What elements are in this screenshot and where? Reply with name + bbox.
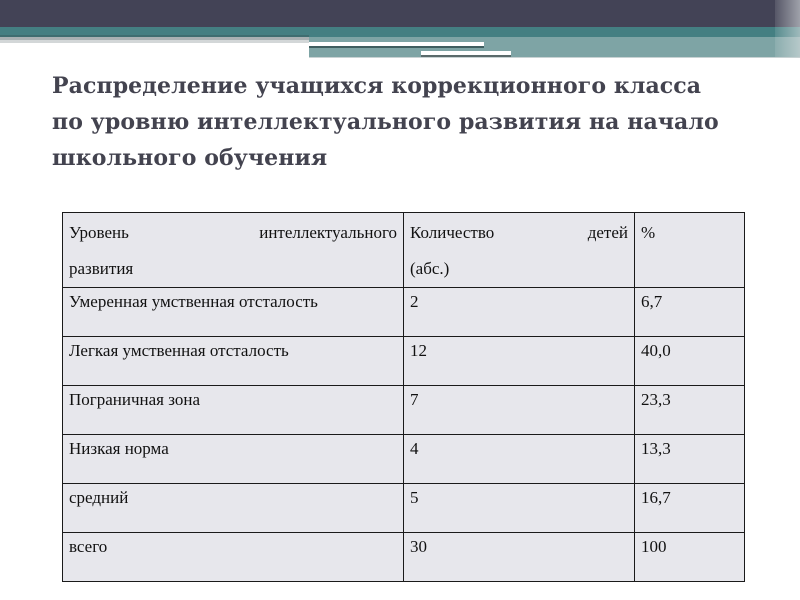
- header-text: интеллектуального: [259, 223, 397, 242]
- cell-percent: 40,0: [635, 337, 745, 386]
- header-text: развития: [69, 259, 134, 278]
- header-text: детей: [587, 223, 628, 242]
- cell-percent: 16,7: [635, 484, 745, 533]
- table-row: [63, 288, 745, 337]
- distribution-table: [62, 212, 745, 582]
- cell-count: 12: [404, 337, 635, 386]
- table-row-total: [63, 533, 745, 582]
- cell-percent: 100: [635, 533, 745, 582]
- cell-level: средний: [63, 484, 404, 533]
- cell-count: 4: [404, 435, 635, 484]
- cell-percent: 23,3: [635, 386, 745, 435]
- slide-title-line: по уровню интеллектуального развития на начало: [52, 109, 719, 135]
- cell-count: 2: [404, 288, 635, 337]
- cell-count: 30: [404, 533, 635, 582]
- header-text: (абс.): [410, 259, 450, 278]
- header-text: Уровень: [69, 223, 129, 242]
- cell-percent: 6,7: [635, 288, 745, 337]
- table-row: [63, 386, 745, 435]
- header-text: Количество: [410, 223, 495, 242]
- header-cell-percent: %: [635, 213, 745, 288]
- slide-title-line: Распределение учащихся коррекционного класса: [52, 73, 702, 99]
- table-row: [63, 484, 745, 533]
- cell-count: 7: [404, 386, 635, 435]
- table-header-row: [63, 213, 745, 288]
- slide-title: [52, 68, 782, 176]
- table-row: [63, 337, 745, 386]
- header-deco-stripe: [309, 46, 484, 48]
- header-cell-count: [404, 213, 635, 288]
- cell-level: Умеренная умственная отсталость: [63, 288, 404, 337]
- header-deco-edge: [775, 0, 800, 57]
- cell-level: Пограничная зона: [63, 386, 404, 435]
- header-deco-underline: [309, 57, 800, 58]
- cell-level: Низкая норма: [63, 435, 404, 484]
- header-band-dark: [0, 0, 800, 27]
- slide-title-line: школьного обучения: [52, 145, 328, 171]
- header-cell-level: [63, 213, 404, 288]
- table-row: [63, 435, 745, 484]
- cell-level: Легкая умственная отсталость: [63, 337, 404, 386]
- cell-level: всего: [63, 533, 404, 582]
- header-band-light-grey: [0, 40, 309, 43]
- cell-percent: 13,3: [635, 435, 745, 484]
- cell-count: 5: [404, 484, 635, 533]
